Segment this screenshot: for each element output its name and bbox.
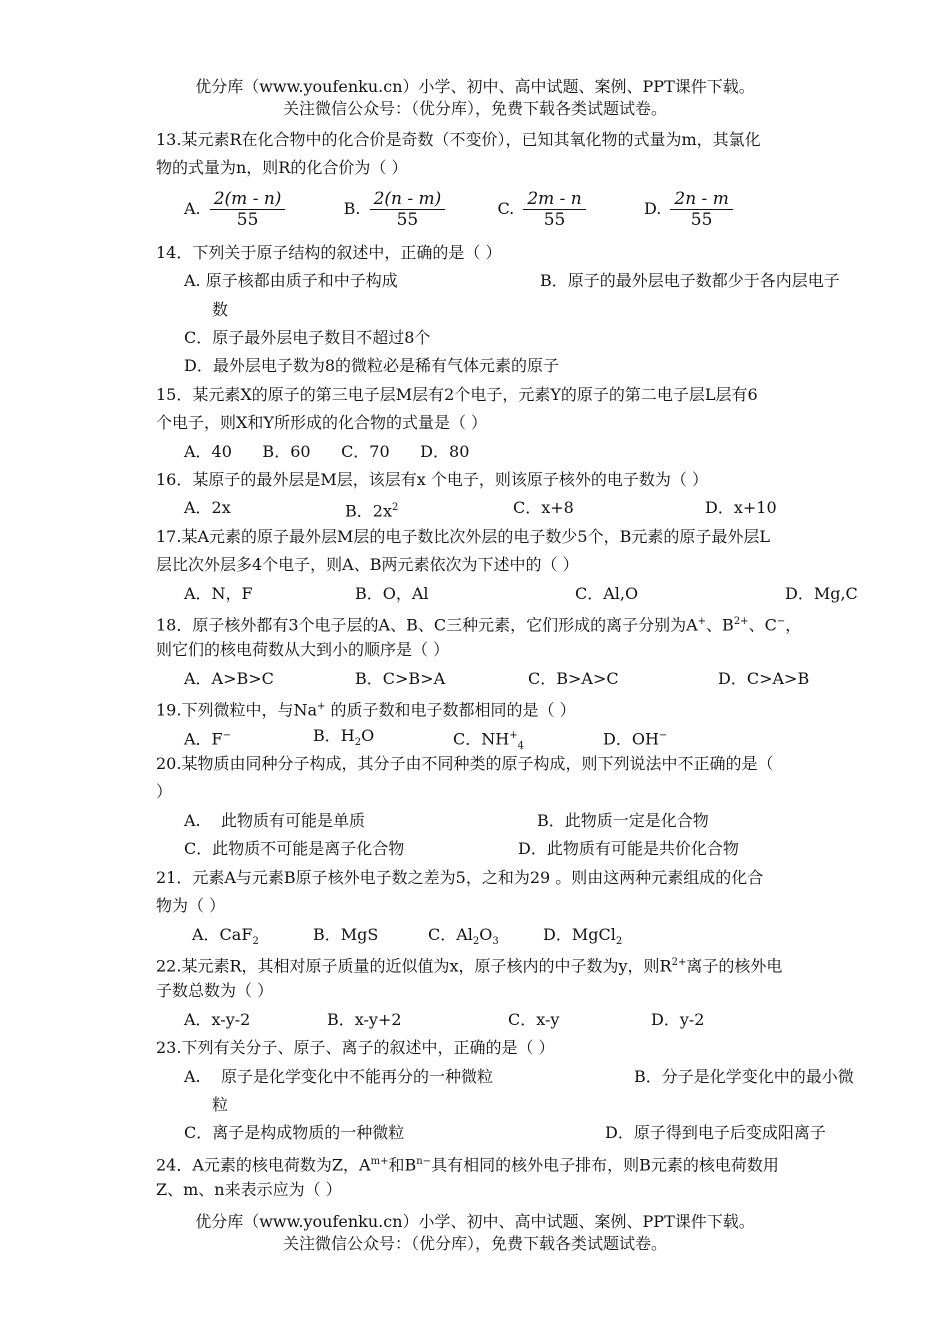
option-b-fraction: $\frac{2(n - m)}{55}$ bbox=[370, 189, 446, 230]
question-20-option-c: C．此物质不可能是离子化合物 bbox=[184, 839, 405, 858]
question-13-options bbox=[184, 188, 737, 230]
question-19-option-d: D．OH− bbox=[603, 729, 668, 749]
question-21-option-b: B．MgS bbox=[313, 925, 379, 944]
question-23-option-a: A. 原子是化学变化中不能再分的一种微粒 bbox=[184, 1067, 493, 1086]
question-19-option-b: B．$H_2O$ bbox=[313, 726, 375, 749]
question-18-line-2: 则它们的核电荷数从大到小的顺序是（ ） bbox=[156, 640, 450, 659]
question-21-option-a: A．CaF$_2$ bbox=[192, 925, 259, 948]
question-13-line-2: 物的式量为n，则R的化合价为（ ） bbox=[156, 158, 408, 177]
header-line-1: 优分库（www.youfenku.cn）小学、初中、高中试题、案例、PPT课件下载。 bbox=[195, 77, 755, 96]
question-21-line-2: 物为（ ） bbox=[156, 896, 226, 915]
question-14-option-b-cont: 数 bbox=[212, 300, 229, 319]
option-d-label: D. bbox=[643, 199, 662, 218]
question-13-line-1: 13.某元素R在化合物中的化合价是奇数（不变价），已知其氧化物的式量为m，其氯化 bbox=[156, 130, 761, 149]
option-c-label: C. bbox=[497, 199, 515, 218]
question-17-option-c: C．Al,O bbox=[575, 584, 639, 603]
footer-line-2: 关注微信公众号：（优分库），免费下载各类试题试卷。 bbox=[282, 1234, 667, 1253]
question-17-option-d: D．Mg,C bbox=[785, 584, 858, 603]
question-22-option-a: A．x-y-2 bbox=[184, 1010, 251, 1029]
question-18-option-b: B．C>B>A bbox=[355, 669, 446, 688]
question-16-stem: 16．某原子的最外层是M层，该层有x 个电子，则该原子核外的电子数为（ ） bbox=[156, 470, 708, 489]
question-20-line-2: ） bbox=[156, 782, 173, 801]
question-20-option-d: D．此物质有可能是共价化合物 bbox=[518, 839, 739, 858]
option-a-label: A. bbox=[184, 199, 201, 218]
question-19-option-a: A．F− bbox=[184, 729, 232, 749]
question-16-option-a: A．2x bbox=[184, 498, 231, 517]
question-20-option-b: B．此物质一定是化合物 bbox=[537, 811, 709, 830]
question-18-option-a: A．A>B>C bbox=[184, 669, 274, 688]
question-21-line-1: 21．元素A与元素B原子核外电子数之差为5，之和为29 。则由这两种元素组成的化合 bbox=[156, 868, 764, 887]
question-23-option-d: D．原子得到电子后变成阳离子 bbox=[605, 1123, 826, 1142]
question-18-line-1: 18．原子核外都有3个电子层的A、B、C三种元素，它们形成的离子分别为A+、$B^{2+}$、C−， bbox=[156, 615, 802, 635]
question-14-option-b: B．原子的最外层电子数都少于各内层电子 bbox=[540, 271, 840, 290]
question-22-line-2: 子数总数为（ ） bbox=[156, 981, 274, 1000]
footer-line-1: 优分库（www.youfenku.cn）小学、初中、高中试题、案例、PPT课件下载。 bbox=[195, 1212, 755, 1231]
question-23-stem: 23.下列有关分子、原子、离子的叙述中，正确的是（ ） bbox=[156, 1038, 555, 1057]
question-19-option-c: C．$NH^+_4$ bbox=[453, 729, 524, 752]
question-21-option-d: D．MgCl$_2$ bbox=[543, 925, 623, 948]
option-d-fraction: $\frac{2n - m}{55}$ bbox=[670, 189, 732, 230]
question-15-line-1: 15．某元素X的原子的第三电子层M层有2个电子，元素Y的原子的第二电子层L层有6 bbox=[156, 385, 758, 404]
question-16-option-b: B．$2x^2$ bbox=[345, 501, 399, 521]
question-18-option-d: D．C>A>B bbox=[718, 669, 810, 688]
question-15-line-2: 个电子，则X和Y所形成的化合物的式量是（ ） bbox=[156, 413, 488, 432]
question-16-option-d: D．x+10 bbox=[705, 498, 777, 517]
question-22-option-b: B．x-y+2 bbox=[327, 1010, 402, 1029]
option-b-label: B. bbox=[343, 199, 361, 218]
option-a-fraction: $\frac{2(m - n)}{55}$ bbox=[210, 189, 286, 230]
question-14-stem: 14．下列关于原子结构的叙述中，正确的是（ ） bbox=[156, 243, 502, 262]
question-22-option-c: C．x-y bbox=[508, 1010, 560, 1029]
question-23-option-c: C．离子是构成物质的一种微粒 bbox=[184, 1123, 405, 1142]
question-17-line-1: 17.某A元素的原子最外层M层的电子数比次外层的电子数少5个，B元素的原子最外层L bbox=[156, 527, 770, 546]
question-21-option-c: C．$Al_2O_3$ bbox=[428, 925, 499, 948]
question-15-options: A．40 B．60 C．70 D．80 bbox=[184, 442, 470, 461]
question-16-option-c: C．x+8 bbox=[513, 498, 574, 517]
question-17-option-b: B．O，Al bbox=[355, 584, 429, 603]
question-18-option-c: C．B>A>C bbox=[528, 669, 619, 688]
question-14-option-a: A. 原子核都由质子和中子构成 bbox=[184, 271, 398, 290]
question-24-line-1: 24．A元素的核电荷数为Z，$A^{m+}$和$B^{n-}$具有相同的核外电子排布，则B元素的核电荷数用 bbox=[156, 1155, 779, 1175]
question-20-line-1: 20.某物质由同种分子构成，其分子由不同种类的原子构成，则下列说法中不正确的是（ bbox=[156, 754, 774, 773]
question-17-line-2: 层比次外层多4个电子，则A、B两元素依次为下述中的（ ） bbox=[156, 555, 579, 574]
question-24-line-2: Z、m、n来表示应为（ ） bbox=[156, 1180, 342, 1199]
question-20-option-a: A. 此物质有可能是单质 bbox=[184, 811, 365, 830]
question-17-option-a: A．N，F bbox=[184, 584, 253, 603]
question-22-line-1: 22.某元素R，其相对原子质量的近似值为x，原子核内的中子数为y，则$R^{2+}$离子的核外电 bbox=[156, 956, 783, 976]
question-19-stem: 19.下列微粒中，与Na+ 的质子数和电子数都相同的是（ ） bbox=[156, 700, 576, 720]
question-14-option-d: D．最外层电子数为8的微粒必是稀有气体元素的原子 bbox=[184, 356, 560, 375]
question-14-option-c: C．原子最外层电子数目不超过8个 bbox=[184, 328, 431, 347]
question-23-option-b: B．分子是化学变化中的最小微 bbox=[634, 1067, 854, 1086]
option-c-fraction: $\frac{2m - n}{55}$ bbox=[523, 189, 585, 230]
question-23-option-b-cont: 粒 bbox=[212, 1095, 229, 1114]
header-line-2: 关注微信公众号：（优分库），免费下载各类试题试卷。 bbox=[282, 99, 667, 118]
question-22-option-d: D．y-2 bbox=[651, 1010, 705, 1029]
